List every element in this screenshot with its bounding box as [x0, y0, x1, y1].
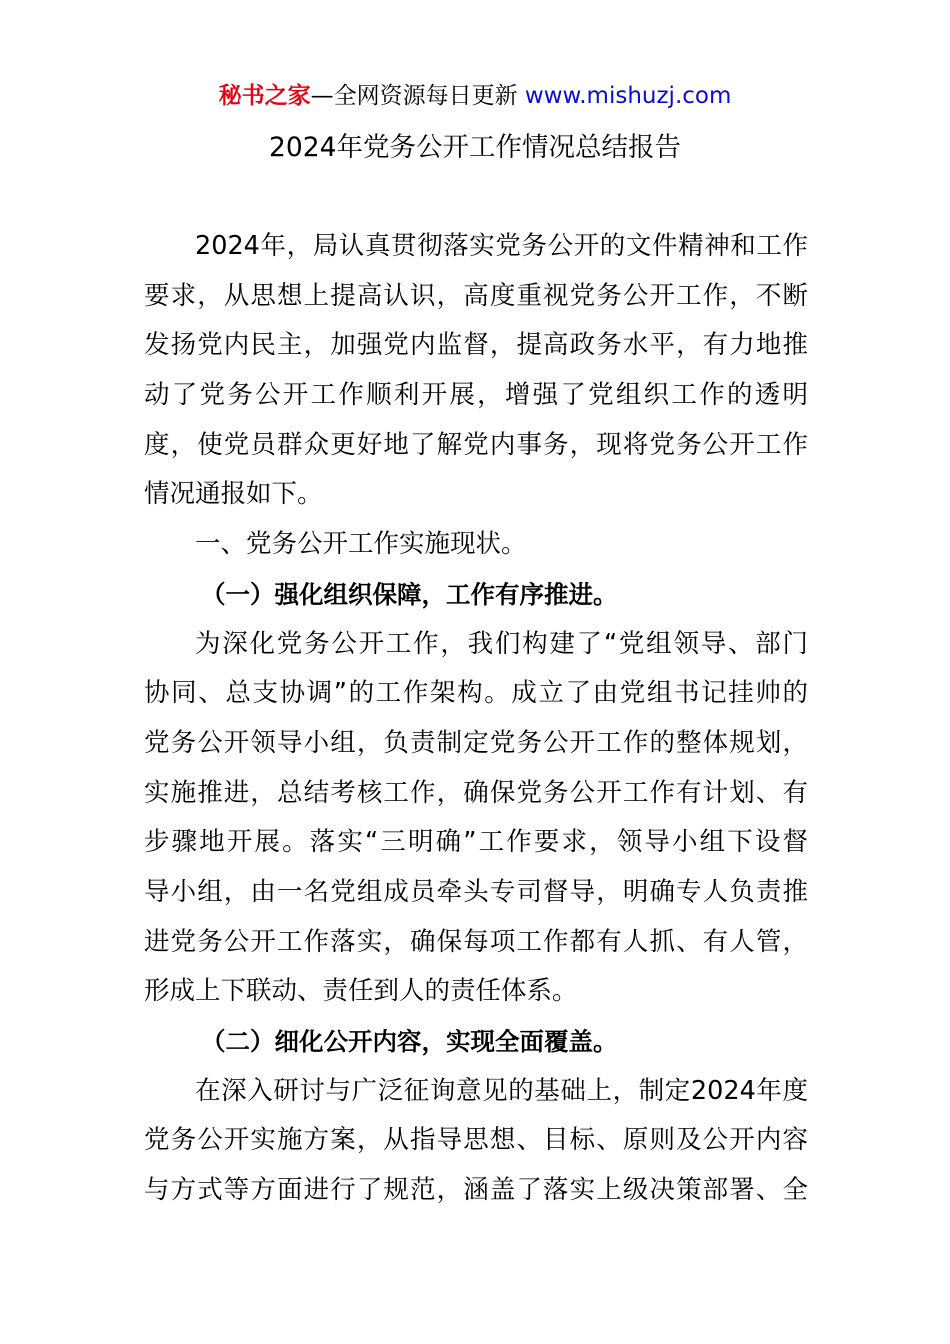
section-heading: 一、党务公开工作实施现状。 — [195, 529, 527, 560]
paragraph-line: 形成上下联动、责任到人的责任体系。 — [144, 976, 578, 1007]
paragraph-line: 实施推进，总结考核工作，确保党务公开工作有计划、有 — [144, 777, 808, 808]
paragraph-line: 导小组，由一名党组成员牵头专司督导，明确专人负责推 — [144, 876, 808, 907]
paragraph-line: 步骤地开展。落实“三明确”工作要求，领导小组下设督 — [144, 827, 808, 858]
paragraph-line: 进党务公开工作落实，确保每项工作都有人抓、有人管， — [144, 926, 808, 957]
brand-name: 秘书之家 — [218, 83, 311, 109]
site-url-link[interactable]: www.mishuzj.com — [524, 83, 732, 109]
paragraph-line: 发扬党内民主，加强党内监督，提高政务水平，有力地推 — [144, 330, 808, 361]
header-tagline: —全网资源每日更新 — [310, 83, 518, 109]
paragraph-line: 党务公开领导小组，负责制定党务公开工作的整体规划， — [144, 727, 808, 758]
paragraph-line: 为深化党务公开工作，我们构建了“党组领导、部门 — [195, 628, 808, 659]
paragraph-line: 党务公开实施方案，从指导思想、目标、原则及公开内容 — [144, 1125, 808, 1156]
paragraph-line: 与方式等方面进行了规范，涵盖了落实上级决策部署、全 — [144, 1175, 808, 1206]
paragraph-line: 度，使党员群众更好地了解党内事务，现将党务公开工作 — [144, 429, 808, 460]
site-header — [0, 78, 950, 114]
paragraph-line: 在深入研讨与广泛征询意见的基础上，制定2024年度 — [195, 1075, 808, 1106]
paragraph-line: 要求，从思想上提高认识，高度重视党务公开工作，不断 — [144, 280, 808, 311]
subsection-heading: （二）细化公开内容，实现全面覆盖。 — [201, 1027, 618, 1056]
subsection-heading: （一）强化组织保障，工作有序推进。 — [201, 579, 618, 609]
document-body — [144, 222, 808, 1216]
paragraph-line: 协同、总支协调”的工作架构。成立了由党组书记挂帅的 — [144, 678, 808, 709]
document-title: 2024年党务公开工作情况总结报告 — [269, 132, 681, 163]
paragraph-line: 情况通报如下。 — [144, 479, 323, 510]
paragraph-line: 动了党务公开工作顺利开展，增强了党组织工作的透明 — [144, 380, 808, 411]
paragraph-line: 2024年，局认真贯彻落实党务公开的文件精神和工作 — [195, 231, 808, 261]
